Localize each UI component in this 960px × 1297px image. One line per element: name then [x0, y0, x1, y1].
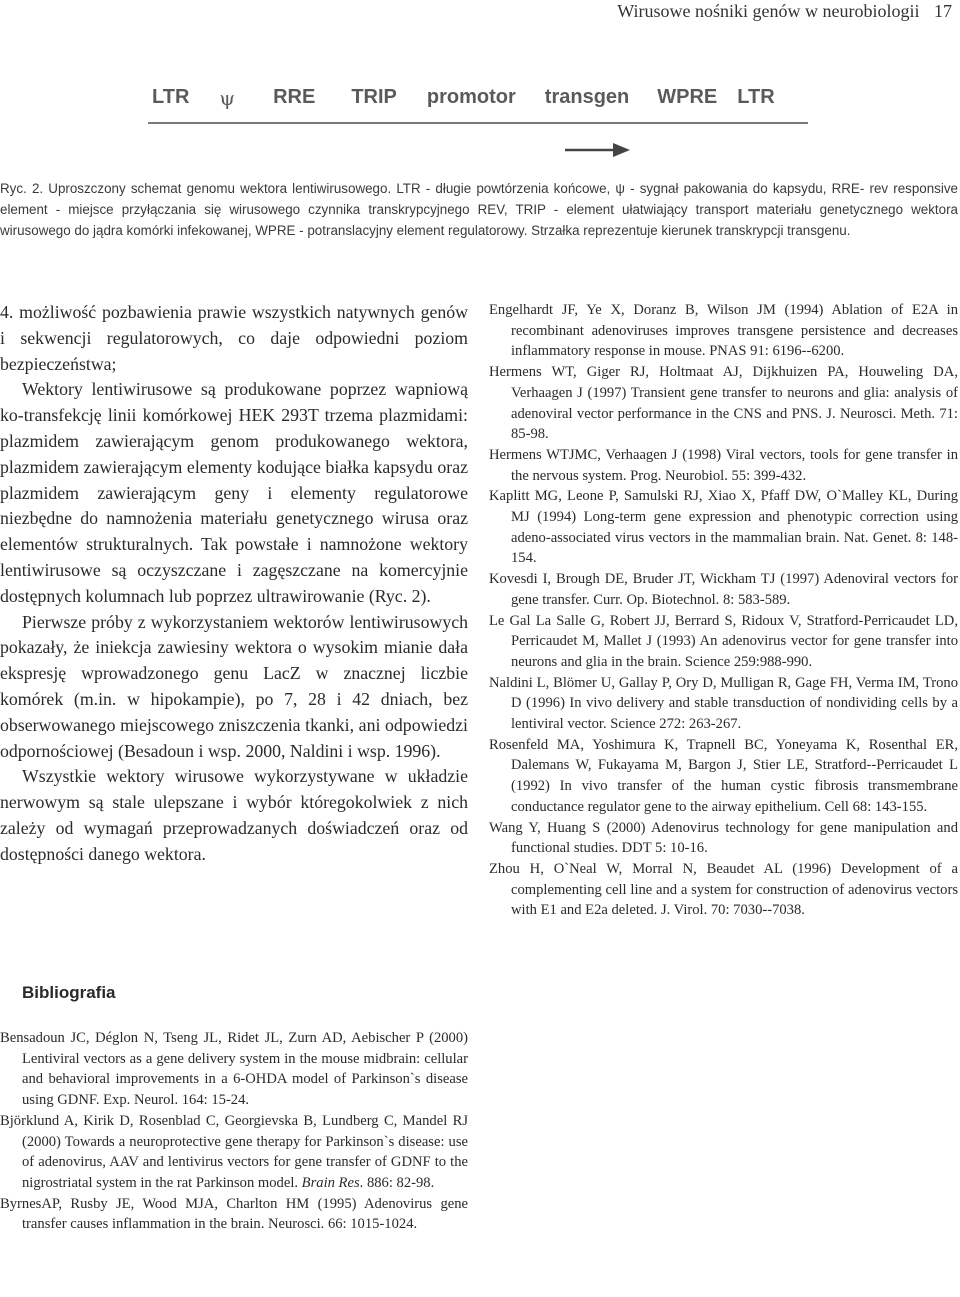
reference-text: Bensadoun JC, Déglon N, Tseng JL, Ridet JL, Zurn AD, Aebischer P (2000) Lentiviral vectors as a gene delivery system in the mouse midbrain: cellular and behavioral improvements in a 6-OHDA model of Parkinson`s disease using GDNF. Exp. Neurol. 164: 15-24.: [0, 1030, 468, 1109]
genome-line: [148, 122, 808, 124]
genome-label-transgen: transgen: [544, 86, 630, 108]
reference-item: Hermens WT, Giger RJ, Holtmaat AJ, Dijkhuizen PA, Houweling DA, Verhaagen J (1997) Transient gene transfer to neurons and glia: analysis of adenoviral vector performance in the CNS and PNS. J. Neurosci. Meth. 71: 85-98.: [489, 364, 958, 443]
reference-item: Hermens WTJMC, Verhaagen J (1998) Viral vectors, tools for gene transfer in the nervous system. Prog. Neurobiol. 55: 399-432.: [489, 446, 958, 484]
genome-label-trip: TRIP: [351, 86, 397, 108]
header-title: Wirusowe nośniki genów w neurobiologii: [617, 1, 920, 21]
reference-item: Kovesdi I, Brough DE, Bruder JT, Wickham TJ (1997) Adenoviral vectors for gene transfer. Curr. Op. Biotechnol. 8: 583-589.: [489, 571, 958, 608]
reference-item: Rosenfeld MA, Yoshimura K, Trapnell BC, Yoneyama K, Rosenthal ER, Dalemans W, Fukayama M, Bargon J, Stier LE, Stratford--Perricaudet L (1992) In vivo transfer of the human cystic fibrosis transmembrane conductance regulator gene to the airway epithelium. Cell 68: 143-155.: [489, 736, 958, 815]
bibliography-right: [489, 300, 958, 921]
genome-label-promotor: promotor: [426, 86, 516, 108]
genome-diagram: [148, 86, 808, 110]
genome-label-psi: ψ: [219, 86, 236, 110]
reference-item: Wang Y, Huang S (2000) Adenovirus technology for gene manipulation and functional studies. DDT 5: 10-16.: [489, 819, 958, 857]
genome-label-ltr-5: LTR: [152, 86, 190, 108]
reference-text: ByrnesAP, Rusby JE, Wood MJA, Charlton HM (1995) Adenovirus gene transfer causes inflammation in the brain. Neurosci. 66: 1015-1024.: [0, 1195, 468, 1233]
reference-item: [0, 1194, 468, 1235]
reference-item: Kaplitt MG, Leone P, Samulski RJ, Xiao X, Pfaff DW, O`Malley KL, During MJ (1994) Long-term gene expression and phenotypic correction using adeno-associated virus vectors in the mammalian brain. Nat. Genet. 8: 148-154.: [489, 488, 958, 567]
genome-label-rre: RRE: [273, 86, 316, 108]
transcription-arrow-icon: [565, 140, 631, 160]
genome-label-ltr-3: LTR: [737, 86, 775, 108]
reference-tail: . 886: 82-98.: [359, 1174, 435, 1191]
reference-item: Zhou H, O`Neal W, Morral N, Beaudet AL (1996) Development of a complementing cell line and a system for construction of adenovirus vectors with E1 and E2a deleted. J. Virol. 70: 7030--7038.: [489, 860, 958, 919]
reference-item: Naldini L, Blömer U, Gallay P, Ory D, Mulligan R, Gage FH, Verma IM, Trono D (1996) In vivo delivery and stable transduction of nondividing cells by a lentiviral vector. Science 272: 263-267.: [489, 674, 958, 733]
reference-item: [0, 1111, 468, 1194]
bibliography-heading: Bibliografia: [22, 983, 116, 1002]
reference-item: Engelhardt JF, Ye X, Doranz B, Wilson JM (1994) Ablation of E2A in recombinant adenoviruses improves transgene persistence and decreases inflammatory response in mouse. PNAS 91: 6196--6200.: [489, 302, 958, 360]
running-header: [617, 0, 952, 22]
reference-item: [0, 1028, 468, 1111]
bibliography-left: [0, 1028, 468, 1235]
paragraph: 4. możliwość pozbawienia prawie wszystkich natywnych genów i sekwencji regulatorowych, co daje odpowiedni poziom bezpieczeństwa;: [0, 302, 468, 374]
left-column: [0, 300, 468, 868]
body-text: [0, 300, 468, 868]
genome-label-wpre: WPRE: [657, 86, 718, 108]
paragraph: Wszystkie wektory wirusowe wykorzystywane w układzie nerwowym są stale ulepszane i wybór któregokolwiek z nich zależy od wymagań przeprowadzanych doświadczeń oraz od dostępności danego wektora.: [0, 766, 468, 864]
page-number: 17: [934, 1, 952, 21]
figure-caption: Ryc. 2. Uproszczony schemat genomu wektora lentiwirusowego. LTR - długie powtórzenia końcowe, ψ - sygnał pakowania do kapsydu, RRE- rev responsive element - miejsce przyłączania się wirusowego czynnika transkrypcyjnego REV, TRIP - element ułatwiający transport materiału genetycznego wektora wirusowego do jądra komórki infekowanej, WPRE - potranslacyjny element regulatorowy. Strzałka reprezentuje kierunek transkrypcji transgenu.: [0, 181, 958, 238]
paragraph: Wektory lentiwirusowe są produkowane poprzez wapniową ko-transfekcję linii komórkowej HEK 293T trzema plazmidami: plazmidem zawierającym genom produkowanego wektora, plazmidem zawierającym elementy kodujące białka kapsydu oraz plazmidem zawierającym geny i elementy regulatorowe niezbędne do namnożenia materiału genetycznego wirusa oraz elementów strukturalnych. Tak powstałe i namnożone wektory lentiwirusowe są oczyszczane i zagęszczane na komercyjnie dostępnych kolumnach lub poprzez ultrawirowanie (Ryc. 2).: [0, 379, 468, 606]
reference-text: Björklund A, Kirik D, Rosenblad C, Georgievska B, Lundberg C, Mandel RJ (2000) Towards a neuroprotective gene therapy for Parkinson`s disease: use of adenovirus, AAV and lentivirus vectors for gene transfer of GDNF to the nigrostriatal system in the rat Parkinson model.: [0, 1112, 468, 1191]
reference-item: Le Gal La Salle G, Robert JJ, Berrard S, Ridoux V, Stratford-Perricaudet LD, Perricaudet M, Mallet J (1993) An adenovirus vector for gene transfer into neurons and glia in the brain. Science 259:988-990.: [489, 612, 958, 670]
reference-journal: Brain Res: [301, 1174, 360, 1191]
genome-labels: [148, 86, 808, 110]
paragraph: Pierwsze próby z wykorzystaniem wektorów lentiwirusowych pokazały, że iniekcja zawiesiny wektora o wysokim mianie dała ekspresję wprowadzonego genu LacZ w znacznej liczbie komórek (m.in. w hipokampie), po 7, 28 i 42 dniach, bez obserwowanego miejscowego zniszczenia tkanki, ani odpowiedzi odpornościowej (Besadoun i wsp. 2000, Naldini i wsp. 1996).: [0, 611, 468, 761]
